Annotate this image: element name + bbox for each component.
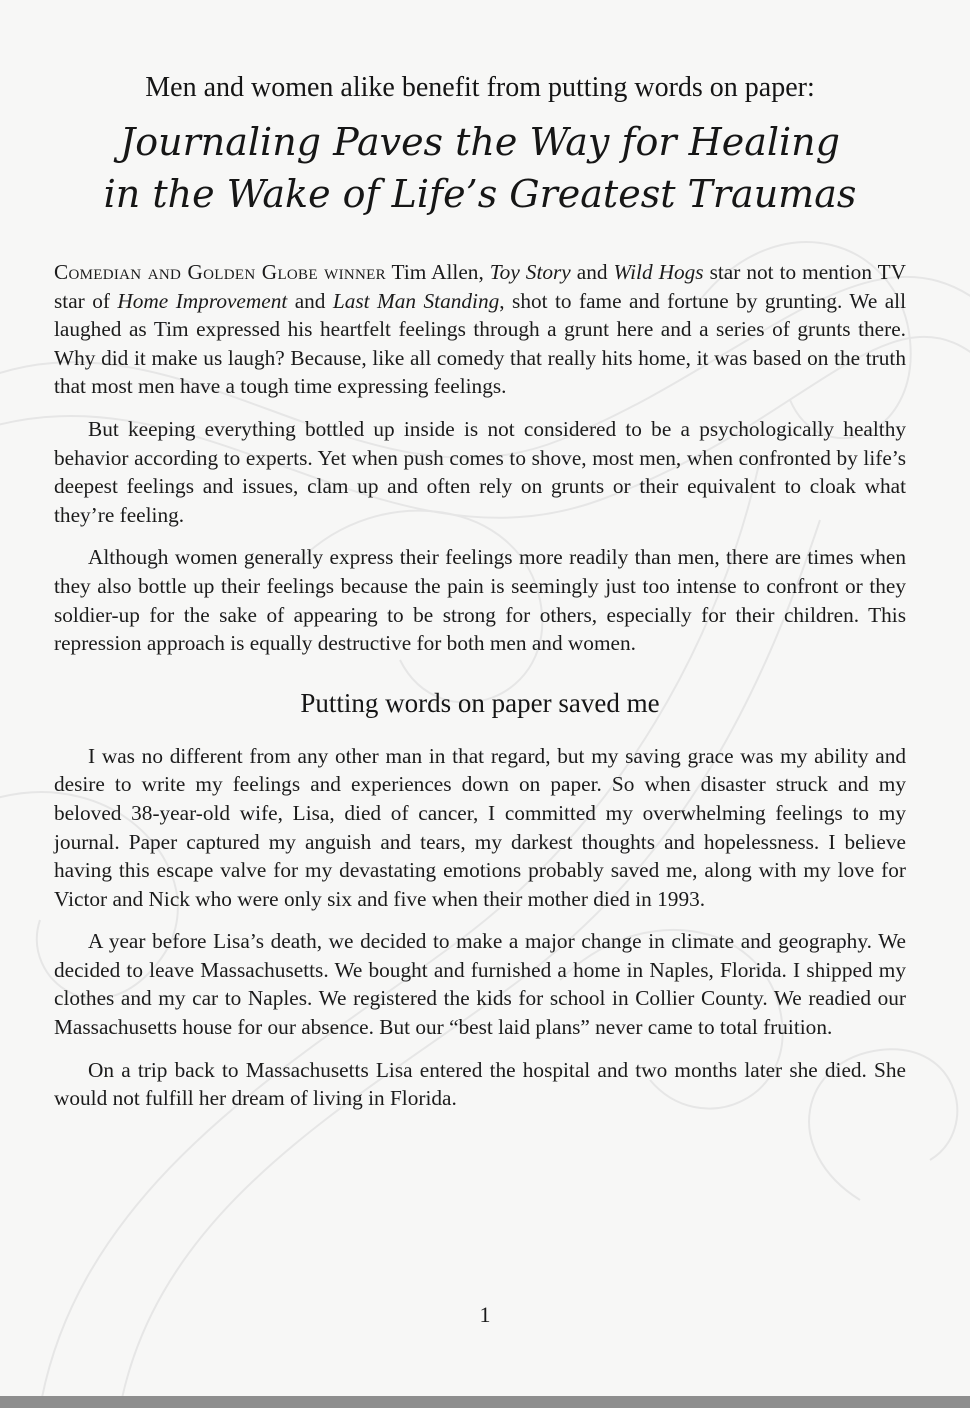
- paragraph-5: A year before Lisa’s death, we decided to make a major change in climate and geography. We decided to leave Massachusetts. We bought and furnished a home in Naples, Florida. I shipped my clothes and my car to Naples. We registered the kids for school in Collier County. We readied our Massachusetts house for our absence. But our “best laid plans” never came to total fruition.: [54, 929, 906, 1040]
- title-home-improvement: Home Improvement: [117, 288, 288, 313]
- paragraph-6: On a trip back to Massachusetts Lisa entered the hospital and two months later she died. She would not fulfill her dream of living in Florida.: [54, 1057, 906, 1111]
- paragraph-4: I was no different from any other man in that regard, but my saving grace was my ability and desire to write my feelings and experiences down on paper. So when disaster struck and my beloved 38-year-old wife, Lisa, died of cancer, I committed my overwhelming feelings to my journal. Paper captured my anguish and tears, my darkest thoughts and hopelessness. I believe having this escape valve for my devastating emotions probably saved me, along with my love for Victor and Nick who were only six and five when their mother died in 1993.: [54, 743, 906, 911]
- page-content: [54, 70, 906, 1127]
- page-number: 1: [479, 1302, 491, 1327]
- paragraph-1-lead-in: Comedian and Golden Globe winner: [54, 260, 386, 284]
- paragraph-1: Comedian and Golden Globe winner Tim Allen, Toy Story and Wild Hogs star not to mention TV star of Home Improvement and Last Man Standing, shot to fame and fortune by grunting. We all laughed as Tim expressed his heartfelt feelings through a grunt here and a series of grunts there. Why did it make us laugh? Because, like all comedy that really hits home, it was based on the truth that most men have a tough time expressing feelings.: [54, 260, 906, 399]
- title-toy-story: Toy Story: [489, 260, 571, 284]
- title-line-2: in the Wake of Life’s Greatest Traumas: [103, 172, 857, 216]
- kicker-line: Men and women alike benefit from putting words on paper:: [145, 72, 815, 103]
- section-heading: Putting words on paper saved me: [300, 687, 660, 718]
- paragraph-2: But keeping everything bottled up inside is not considered to be a psychologically healthy behavior according to experts. Yet when push comes to shove, most men, when confronted by life’s deepest feelings and issues, clam up and often rely on grunts or their equivalent to cloak what they’re feeling.: [54, 416, 906, 527]
- title-wild-hogs: Wild Hogs: [613, 260, 704, 284]
- title-last-man-standing: Last Man Standing: [332, 288, 500, 313]
- page-title: [54, 116, 906, 220]
- title-line-1: Journaling Paves the Way for Healing: [120, 120, 840, 164]
- bottom-scan-edge: [0, 1396, 970, 1408]
- paragraph-3: Although women generally express their feelings more readily than men, there are times when they also bottle up their feelings because the pain is seemingly just too intense to confront or they soldier-up for the sake of appearing to be strong for others, especially for their children. This repression approach is equally destructive for both men and women.: [54, 545, 906, 656]
